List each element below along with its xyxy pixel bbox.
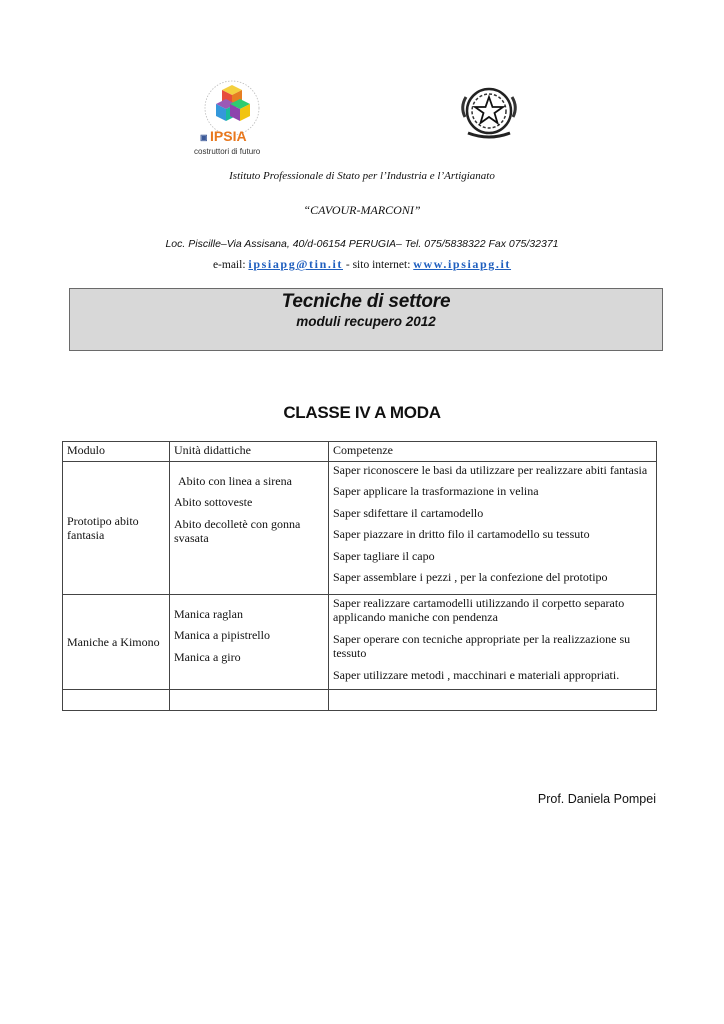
competence-item: Saper sdifettare il cartamodello [333,505,484,520]
modulo-cell: Prototipo abito fantasia [63,462,170,595]
competence-item: Saper operare con tecniche appropriate per la realizzazione su tessuto [333,631,631,661]
unit-item: Abito decolletè con gonna svasata [174,516,301,546]
competence-item: Saper realizzare cartamodelli utilizzando il corpetto separato applicando maniche con pendenza [333,596,625,625]
email-link[interactable]: ipsiapg@tin.it [248,257,343,271]
empty-cell [170,690,329,711]
modules-table [62,441,657,711]
empty-cell [329,690,657,711]
table-row [63,595,657,690]
unita-cell [170,595,329,690]
site-label: - sito internet: [345,259,411,271]
unit-item: Abito con linea a sirena [178,474,292,488]
svg-text:▣: ▣ [200,133,208,142]
email-label: e-mail: [212,259,246,271]
table-row-empty [63,690,657,711]
competence-item: Saper assemblare i pezzi , per la confezione del prototipo [333,569,608,584]
school-address: Loc. Piscille–Via Assisana, 40/d-06154 PERUGIA– Tel. 075/5838322 Fax 075/32371 [165,238,559,250]
competence-item: Saper piazzare in dritto filo il cartamodello su tessuto [333,527,590,542]
competenze-cell [329,462,657,595]
table-header-row [63,442,657,462]
class-heading: CLASSE IV A MODA [283,403,441,422]
competence-item: Saper riconoscere le basi da utilizzare per realizzare abiti fantasia [333,463,648,477]
empty-cell [63,690,170,711]
svg-text:IPSIA: IPSIA [210,128,247,144]
competenze-cell [329,595,657,690]
header-modulo: Modulo [63,442,170,462]
teacher-signature: Prof. Daniela Pompei [537,792,656,806]
unit-item: Abito sottoveste [174,495,253,510]
document-subtitle: moduli recupero 2012 [296,314,436,329]
header-unita: Unità didattiche [170,442,329,462]
competence-item: Saper tagliare il capo [333,548,435,563]
ipsia-logo [190,78,268,160]
institute-name: Istituto Professionale di Stato per l’Industria e l’Artigianato [229,170,495,182]
modulo-cell: Maniche a Kimono [63,595,170,690]
school-name: “CAVOUR-MARCONI” [303,203,421,217]
document-title: Tecniche di settore [281,291,451,312]
header-competenze: Competenze [329,442,657,462]
unit-item: Manica a giro [174,649,241,664]
svg-text:costruttori di futuro: costruttori di futuro [194,147,261,156]
unita-cell [170,462,329,595]
unit-item: Manica raglan [174,607,243,621]
table-row [63,462,657,595]
competence-item: Saper applicare la trasformazione in velina [333,484,539,499]
competence-item: Saper utilizzare metodi , macchinari e materiali appropriati. [333,667,620,682]
title-box [69,288,663,351]
unit-item: Manica a pipistrello [174,628,270,643]
website-link[interactable]: www.ipsiapg.it [413,257,512,271]
republic-emblem [452,77,526,147]
contact-line [0,257,724,272]
